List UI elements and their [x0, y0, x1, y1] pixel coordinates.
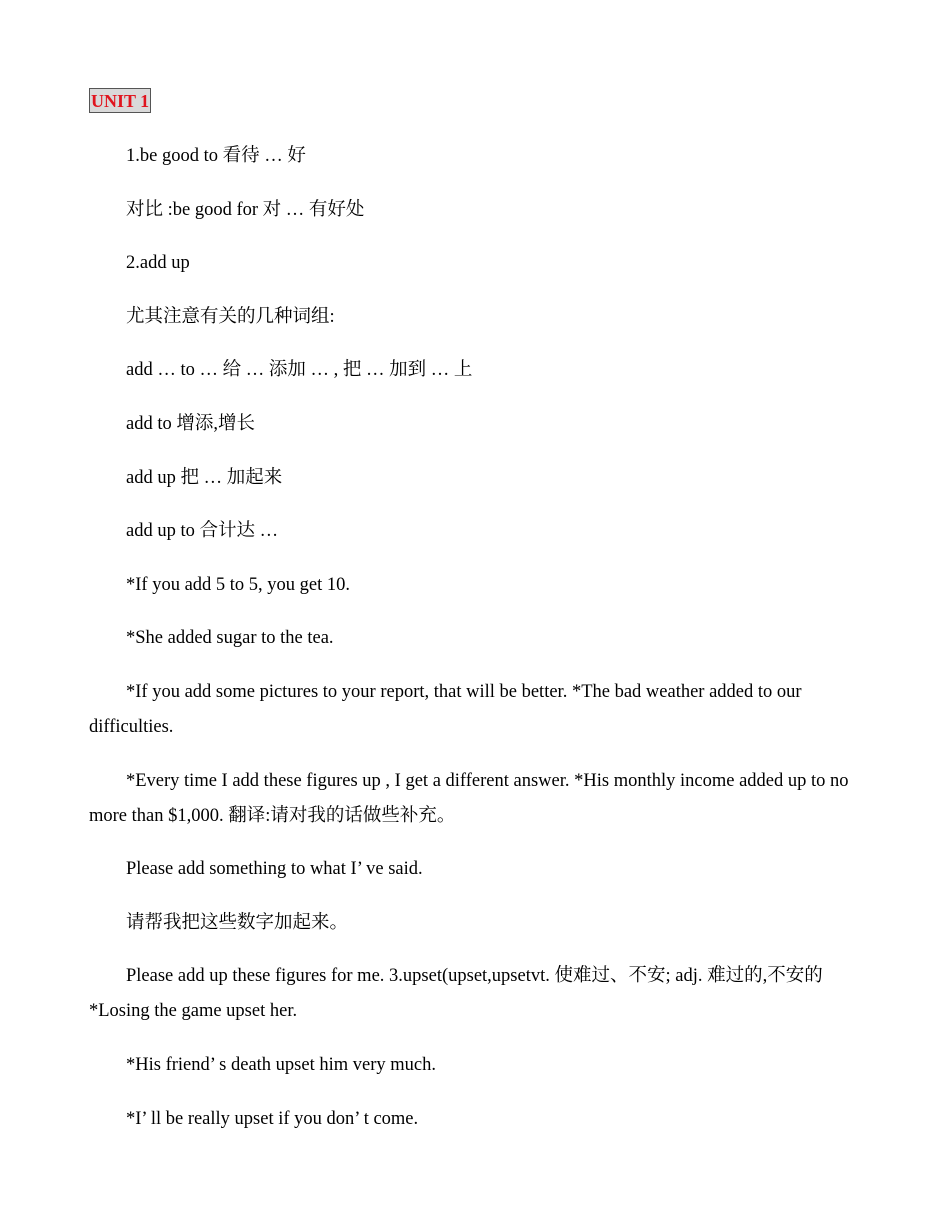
paragraph: add … to … 给 … 添加 … , 把 … 加到 … 上: [126, 360, 473, 381]
paragraph: add up to 合计达 …: [126, 521, 279, 542]
paragraph: *If you add 5 to 5, you get 10.: [126, 574, 351, 595]
document-body: [89, 139, 861, 1155]
paragraph: 请帮我把这些数字加起来。: [126, 912, 349, 933]
paragraph: 2.add up: [126, 253, 190, 274]
paragraph: *Every time I add these figures up , I get a different answer. *His monthly income added up to no more than $1,000. 翻译:请对我的话做些补充。: [89, 770, 849, 826]
paragraph: add up 把 … 加起来: [126, 467, 283, 488]
paragraph: *If you add some pictures to your report, that will be better. *The bad weather added to our difficulties.: [89, 681, 802, 737]
paragraph: 1.be good to 看待 … 好: [126, 146, 306, 166]
paragraph: Please add up these figures for me. 3.upset(upset,upsetvt. 使难过、不安; adj. 难过的,不安的 *Losing the game upset her.: [89, 966, 823, 1022]
paragraph: *She added sugar to the tea.: [126, 628, 334, 649]
unit-title: UNIT 1: [89, 88, 151, 113]
paragraph: *I’ ll be really upset if you don’ t come.: [126, 1108, 419, 1129]
paragraph: 尤其注意有关的几种词组:: [126, 306, 335, 327]
paragraph: *His friend’ s death upset him very much.: [126, 1054, 436, 1075]
paragraph: 对比 :be good for 对 … 有好处: [126, 199, 365, 220]
paragraph: Please add something to what I’ ve said.: [126, 859, 423, 880]
paragraph: add to 增添,增长: [126, 413, 255, 434]
